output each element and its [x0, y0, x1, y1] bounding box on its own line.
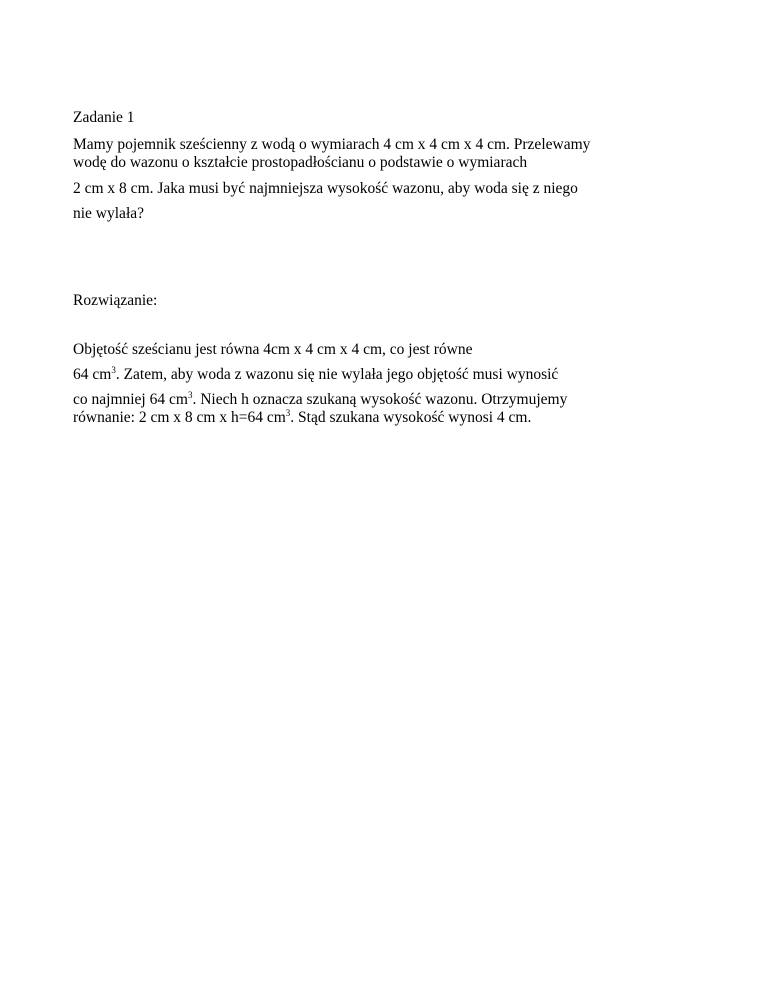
task-text-line-4: nie wylała?	[73, 205, 145, 222]
solution-text-line-2	[73, 366, 558, 384]
solution-line-3-end: . Niech h oznacza szukaną wysokość wazonu. Otrzymujemy	[192, 391, 568, 408]
solution-line-2-end: . Zatem, aby woda z wazonu się nie wylała jego objętość musi wynosić	[115, 366, 559, 383]
exponent: 3	[285, 408, 291, 418]
solution-line-2-start: 64 cm	[73, 366, 112, 383]
solution-line-4-start: równanie: 2 cm x 8 cm x h=64 cm	[73, 409, 286, 426]
exponent: 3	[187, 390, 193, 400]
solution-line-4-end: . Stąd szukana wysokość wynosi 4 cm.	[290, 409, 532, 426]
exponent: 3	[111, 365, 116, 375]
solution-text-line-3	[73, 391, 567, 409]
task-heading: Zadanie 1	[73, 109, 135, 126]
task-text-line-2: wodę do wazonu o kształcie prostopadłościanu o podstawie o wymiarach	[73, 154, 528, 171]
solution-text-line-1: Objętość sześcianu jest równa 4cm x 4 cm x 4 cm, co jest równe	[73, 341, 473, 358]
solution-line-3-start: co najmniej 64 cm	[73, 391, 188, 408]
solution-heading: Rozwiązanie:	[73, 292, 158, 309]
solution-text-line-4	[73, 409, 531, 427]
task-text-line-3: 2 cm x 8 cm. Jaka musi być najmniejsza wysokość wazonu, aby woda się z niego	[73, 180, 578, 197]
task-text-line-1: Mamy pojemnik sześcienny z wodą o wymiarach 4 cm x 4 cm x 4 cm. Przelewamy	[73, 136, 591, 153]
